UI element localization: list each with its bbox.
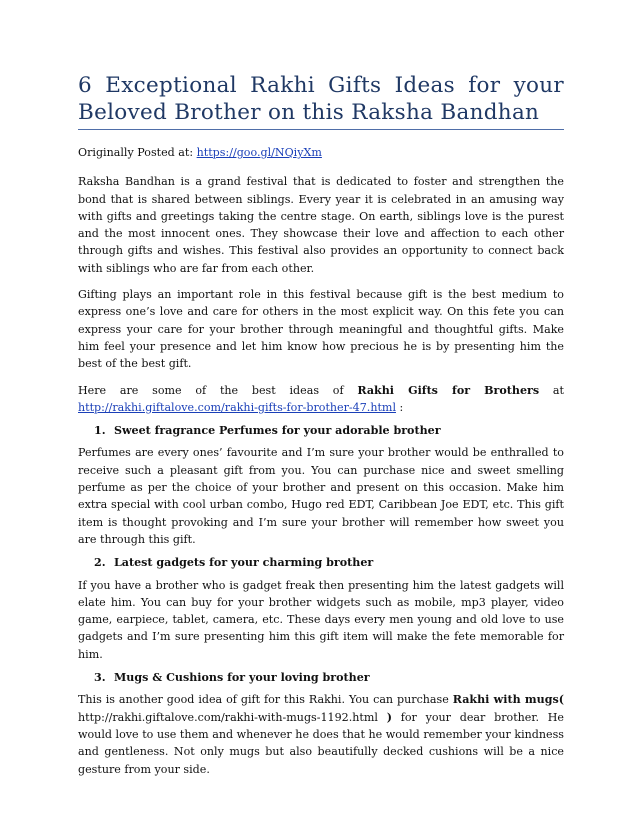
item-heading-3 bbox=[78, 669, 564, 686]
rakhi-with-mugs-url[interactable]: http://rakhi.giftalove.com/rakhi-with-mugs-1192.html bbox=[78, 710, 387, 724]
original-post-link[interactable]: https://goo.gl/NQiyXm bbox=[196, 146, 322, 159]
item-heading-1 bbox=[78, 422, 564, 439]
item3-text-start: This is another good idea of gift for this Rakhi. You can purchase bbox=[78, 693, 453, 707]
intro-paragraph: Raksha Bandhan is a grand festival that is dedicated to foster and strengthen the bond that is shared between siblings. Every year it is celebrated in an amusing way with gifts and greetings taking the centre stage. On earth, siblings love is the purest and the most innocent ones. They showcase their love and affection to each other through gifts and wishes. This festival also provides an opportunity to connect back with siblings who are far from each other. bbox=[78, 175, 564, 275]
gifting-paragraph: Gifting plays an important role in this festival because gift is the best medium to express one’s love and care for others in the most explicit way. On this fete you can express your care for your brother through meaningful and thoughtful gifts. Make him feel your presence and let him know how precious he is by presenting him the best of the best gift. bbox=[78, 288, 564, 371]
original-post-label: Originally Posted at: bbox=[78, 146, 197, 159]
item-number-1: 1. bbox=[94, 424, 106, 438]
ideas-intro-paragraph bbox=[78, 382, 564, 417]
ideas-intro-end: : bbox=[396, 400, 404, 414]
ideas-intro-text: Here are some of the best ideas of bbox=[78, 383, 358, 397]
original-post-line bbox=[78, 144, 564, 161]
title-underline bbox=[78, 129, 564, 130]
item-paragraph-3 bbox=[78, 691, 564, 777]
rakhi-gifts-brother-link[interactable]: http://rakhi.giftalove.com/rakhi-gifts-for-brother-47.html bbox=[78, 400, 396, 414]
ideas-intro-at: at bbox=[539, 383, 564, 397]
document-page bbox=[78, 72, 564, 778]
rakhi-with-mugs-keyword: Rakhi with mugs( bbox=[452, 693, 564, 707]
item-heading-text-3: Mugs & Cushions for your loving brother bbox=[114, 671, 370, 685]
document-title: 6 Exceptional Rakhi Gifts Ideas for your Beloved Brother on this Raksha Bandhan bbox=[78, 73, 564, 125]
rakhi-with-mugs-close: ) bbox=[386, 710, 392, 724]
item-heading-text-2: Latest gadgets for your charming brother bbox=[114, 556, 374, 570]
item-heading-2 bbox=[78, 554, 564, 571]
item-number-2: 2. bbox=[94, 556, 106, 570]
item-heading-text-1: Sweet fragrance Perfumes for your adorable brother bbox=[114, 424, 441, 438]
item-paragraph-2: If you have a brother who is gadget freak then presenting him the latest gadgets will elate him. You can buy for your brother widgets such as mobile, mp3 player, video game, earpiece, tablet, camera, etc. These days every men young and old love to use gadgets and I’m sure presenting him this gift item will make the fete memorable for him. bbox=[78, 578, 564, 661]
rakhi-gifts-keyword: Rakhi Gifts for Brothers bbox=[357, 383, 540, 397]
item-number-3: 3. bbox=[94, 671, 106, 685]
item3-text-end: for your dear brother. He would love to use them and whenever he does that he would remember your kindness and gentleness. Not only mugs but also beautifully decked cushions will be a nice gesture from your side. bbox=[78, 710, 564, 776]
item-paragraph-1: Perfumes are every ones’ favourite and I’m sure your brother would be enthralled to receive such a pleasant gift from you. You can purchase nice and sweet smelling perfume as per the choice of your brother and present on this occasion. Make him extra special with cool urban combo, Hugo red EDT, Caribbean Joe EDT, etc. This gift item is thought provoking and I’m sure your brother will remember how sweet you are through this gift. bbox=[78, 446, 564, 546]
